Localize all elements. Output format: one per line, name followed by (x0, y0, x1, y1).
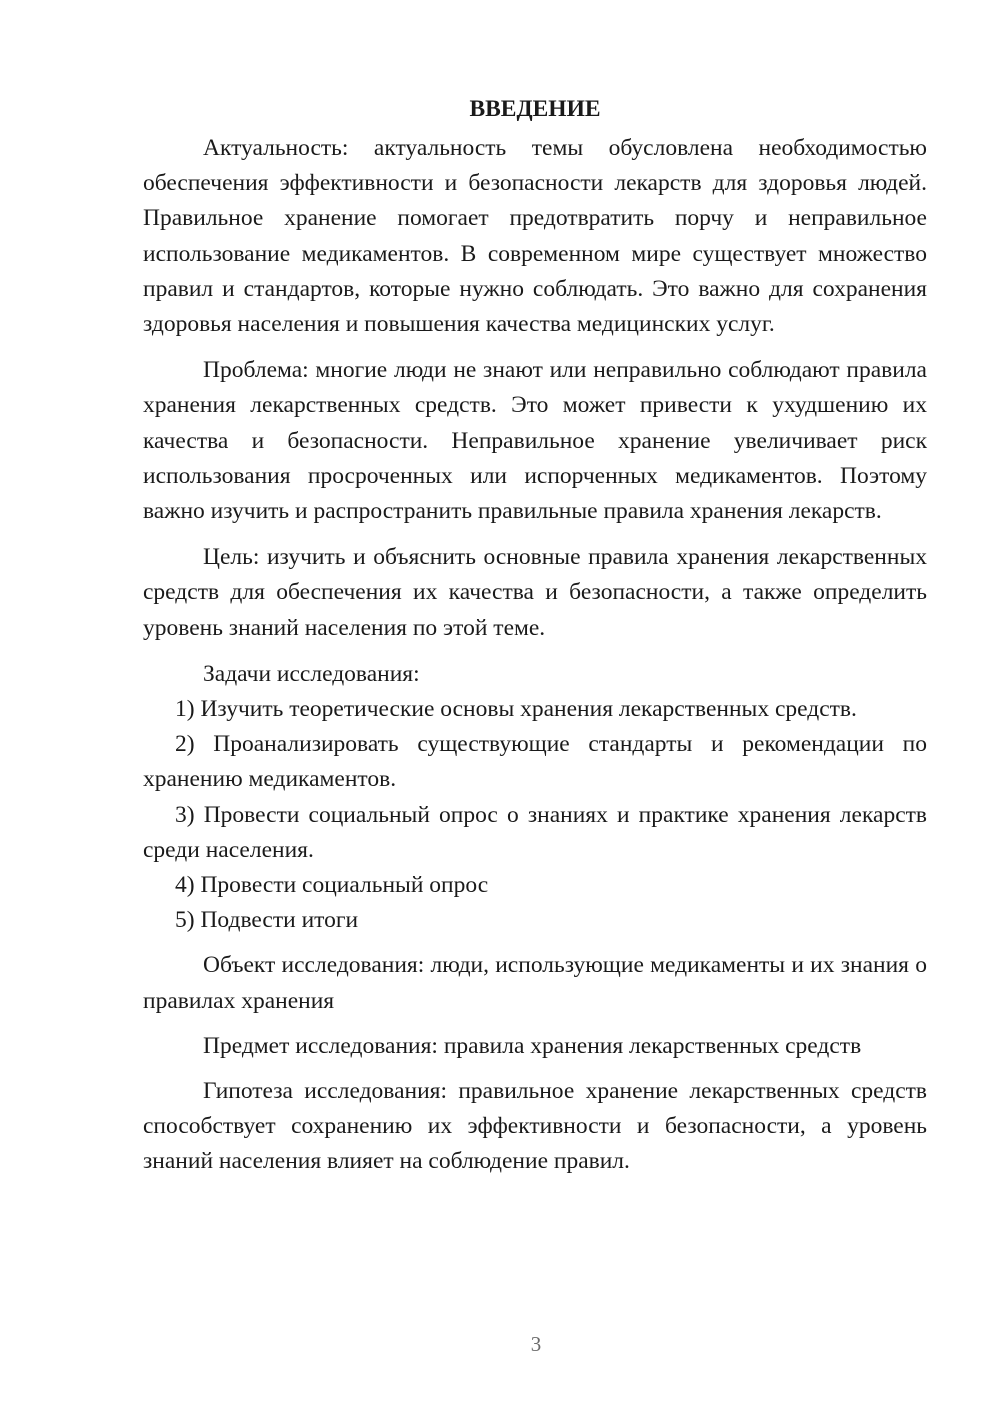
page-number: 3 (530, 1332, 542, 1356)
subject-paragraph: Предмет исследования: правила хранения лекарственных средств (203, 1032, 862, 1059)
page-content (143, 92, 927, 1180)
object-paragraph: Объект исследования: люди, использующие медикаменты и их знания о правилах хранения (143, 952, 927, 1014)
relevance-paragraph: Актуальность: актуальность темы обусловлена необходимостью обеспечения эффективности и безопасности лекарств для здоровья людей. Правильное хранение помогает предотвратить порчу и неправильное использование медикаментов. В современном мире существует множество правил и стандартов, которые нужно соблюдать. Это важно для сохранения здоровья населения и повышения качества медицинских услуг. (143, 135, 927, 338)
task-item-3: 3) Провести социальный опрос о знаниях и практике хранения лекарств среди населения. (143, 801, 927, 863)
problem-paragraph: Проблема: многие люди не знают или неправильно соблюдают правила хранения лекарственных средств. Это может привести к ухудшению их качества и безопасности. Неправильное хранение увеличивает риск использования просроченных или испорченных медикаментов. Поэтому важно изучить и распространить правильные правила хранения лекарств. (143, 357, 927, 525)
page-title: ВВЕДЕНИЕ (469, 96, 601, 122)
task-item-5: 5) Подвести итоги (175, 907, 359, 934)
task-item-1: 1) Изучить теоретические основы хранения лекарственных средств. (175, 696, 857, 723)
task-item-4: 4) Провести социальный опрос (175, 872, 489, 899)
task-item-2: 2) Проанализировать существующие стандарты и рекомендации по хранению медикаментов. (143, 731, 927, 793)
goal-paragraph: Цель: изучить и объяснить основные правила хранения лекарственных средств для обеспечения их качества и безопасности, а также определить уровень знаний населения по этой теме. (143, 544, 927, 641)
tasks-heading: Задачи исследования: (203, 660, 420, 687)
hypothesis-paragraph: Гипотеза исследования: правильное хранение лекарственных средств способствует сохранению их эффективности и безопасности, а уровень знаний населения влияет на соблюдение правил. (143, 1078, 927, 1175)
